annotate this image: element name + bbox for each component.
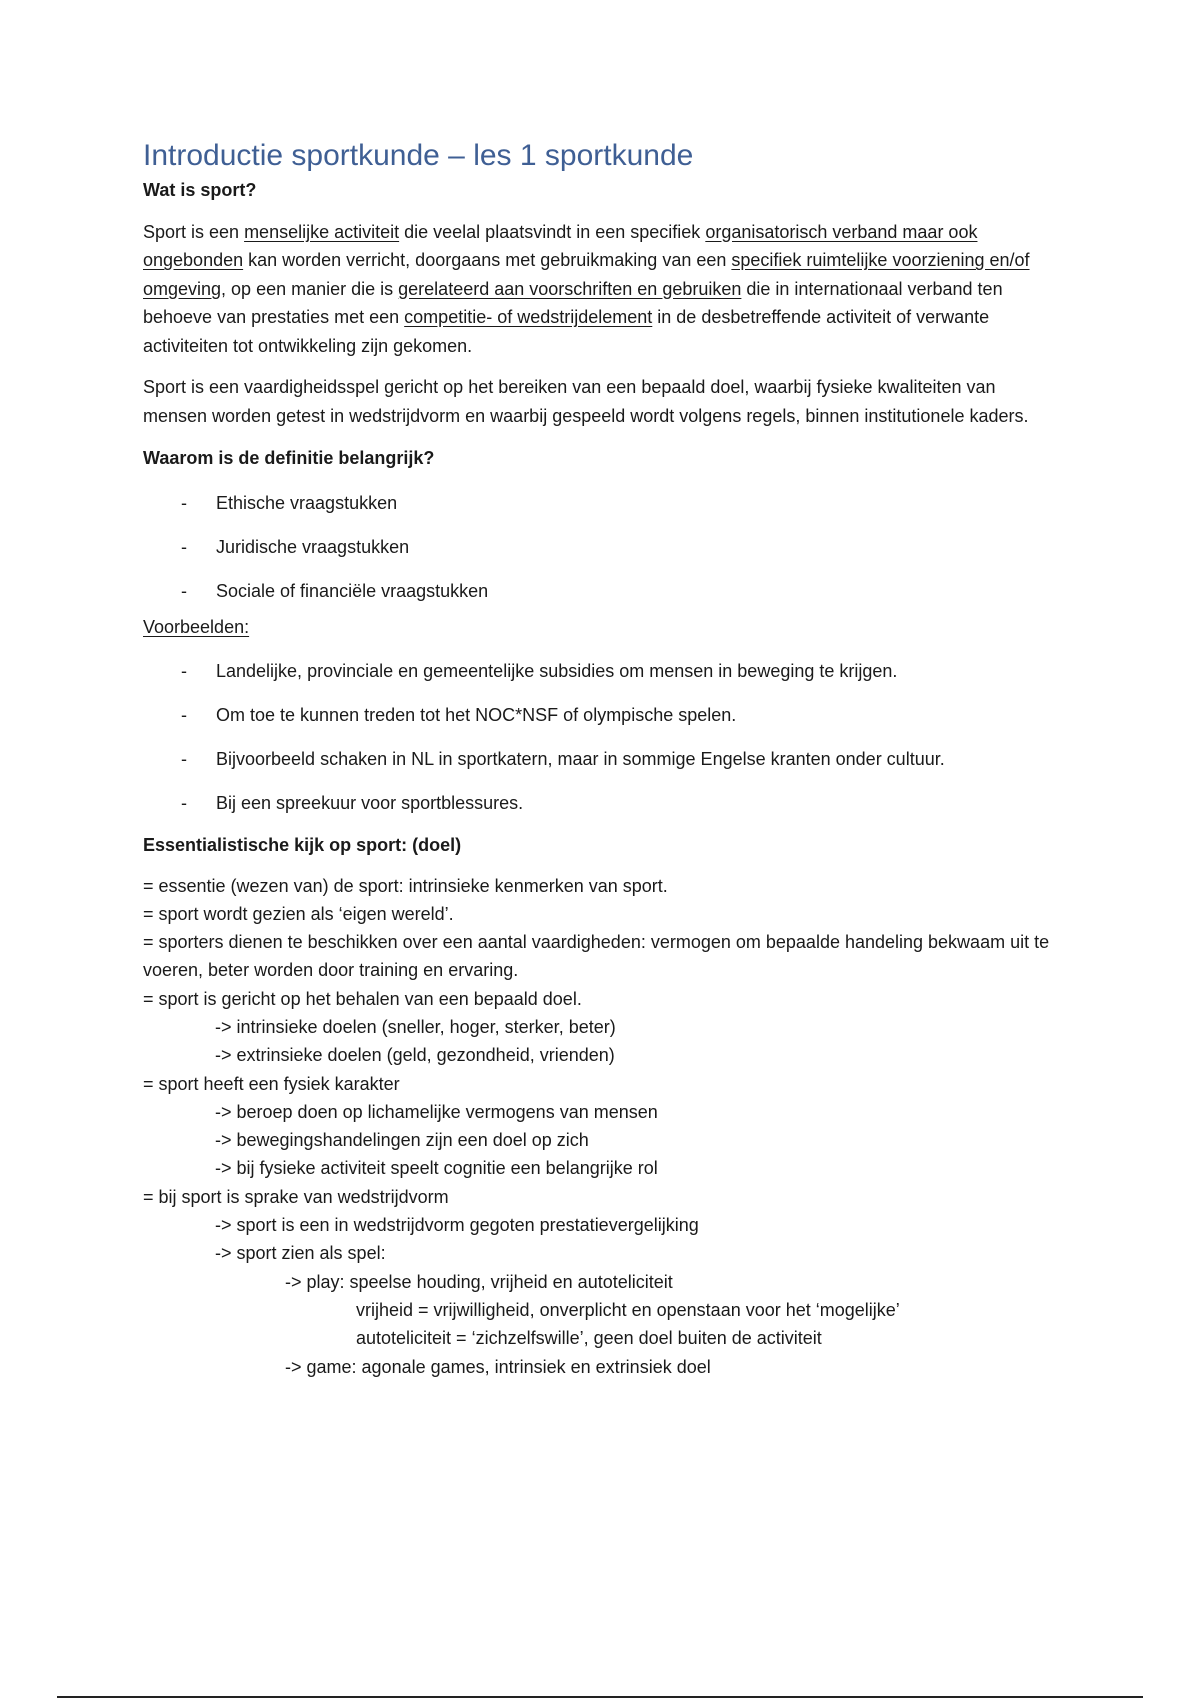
essentialist-list: [143, 872, 1063, 1381]
list-item: - Juridische vraagstukken: [143, 533, 1063, 561]
examples-list: [143, 657, 1063, 817]
ess-subline: -> extrinsieke doelen (geld, gezondheid, vrienden): [215, 1045, 615, 1066]
question-essentialist-view: Essentialistische kijk op sport: (doel): [143, 835, 462, 855]
def1-seg: Sport is een: [143, 221, 245, 242]
def1-underlined-seg: competitie- of wedstrijdelement: [404, 307, 653, 327]
def1-seg: die in internationaal verband ten behoeve van prestaties met een: [143, 278, 1003, 327]
dash-bullet: -: [181, 492, 187, 513]
ess-subline: -> bewegingshandelingen zijn een doel op zich: [215, 1130, 589, 1151]
ess-line: = bij sport is sprake van wedstrijdvorm: [143, 1186, 449, 1207]
def1-seg: die veelal plaatsvindt in een specifiek: [399, 221, 706, 242]
def1-underlined-seg: gerelateerd aan voorschriften en gebruiken: [398, 278, 742, 299]
ess-subline: -> bij fysieke activiteit speelt cognitie een belangrijke rol: [215, 1158, 658, 1179]
ess-detail-line: vrijheid = vrijwilligheid, onverplicht en openstaan voor het ‘mogelijke’: [356, 1299, 900, 1320]
ess-subline: -> sport is een in wedstrijdvorm gegoten prestatievergelijking: [215, 1215, 699, 1236]
question-why-definition: Waarom is de definitie belangrijk?: [143, 448, 435, 468]
list-item: - Om toe te kunnen treden tot het NOC*NSF of olympische spelen.: [143, 701, 1063, 729]
ess-subline: -> beroep doen op lichamelijke vermogens van mensen: [215, 1101, 658, 1122]
ess-detail-line: autoteliciteit = ‘zichzelfswille’, geen doel buiten de activiteit: [356, 1328, 822, 1349]
list-item: - Bij een spreekuur voor sportblessures.: [143, 789, 1063, 817]
dash-bullet: -: [181, 661, 187, 681]
def1-underlined-seg: specifiek ruimtelijke voorziening en/of omgeving: [143, 250, 1030, 299]
examples-label: Voorbeelden:: [143, 616, 250, 637]
list-item: - Sociale of financiële vraagstukken: [143, 577, 1063, 605]
page-bottom-rule: [57, 1696, 1143, 1698]
ess-subline: -> intrinsieke doelen (sneller, hoger, sterker, beter): [215, 1016, 616, 1037]
reasons-list: [143, 489, 1063, 605]
dash-bullet: -: [181, 793, 187, 813]
def1-seg: in de desbetreffende activiteit of verwante activiteiten tot ontwikkeling zijn gekomen.: [143, 307, 990, 356]
dash-bullet: -: [181, 749, 187, 769]
ess-line: = sport is gericht op het behalen van een bepaald doel.: [143, 988, 582, 1009]
ess-line: = sport heeft een fysiek karakter: [143, 1073, 400, 1094]
def1-underlined-seg: organisatorisch verband maar ook ongebonden: [143, 221, 978, 270]
ess-line: = essentie (wezen van) de sport: intrinsieke kenmerken van sport.: [143, 875, 668, 896]
ess-subsubline: -> game: agonale games, intrinsiek en extrinsiek doel: [285, 1356, 711, 1377]
definition-paragraph-2: Sport is een vaardigheidsspel gericht op het bereiken van een bepaald doel, waarbij fysieke kwaliteiten van mensen worden getest in wedstrijdvorm en waarbij gespeeld wordt volgens regels, binnen institutionele kaders.: [143, 377, 1029, 426]
ess-subsubline: -> play: speelse houding, vrijheid en autoteliciteit: [285, 1271, 673, 1292]
ess-subline: -> sport zien als spel:: [215, 1243, 386, 1264]
dash-bullet: -: [181, 580, 187, 601]
list-item: - Bijvoorbeeld schaken in NL in sportkatern, maar in sommige Engelse kranten onder cultuur.: [143, 745, 1063, 773]
definition-paragraph-1: [143, 218, 1063, 361]
list-item: - Ethische vraagstukken: [143, 489, 1063, 517]
document-content: [143, 138, 1063, 1381]
ess-line: = sport wordt gezien als ‘eigen wereld’.: [143, 903, 454, 924]
page-title: Introductie sportkunde – les 1 sportkunde: [143, 139, 694, 172]
ess-line: = sporters dienen te beschikken over een aantal vaardigheden: vermogen om bepaalde handeling bekwaam uit te voeren, beter worden door training en ervaring.: [143, 932, 1050, 981]
def1-seg: , op een manier die is: [221, 278, 399, 299]
def1-seg: kan worden verricht, doorgaans met gebruikmaking van een: [243, 250, 732, 270]
def1-underlined-seg: menselijke activiteit: [244, 221, 400, 242]
question-what-is-sport: Wat is sport?: [143, 180, 257, 200]
dash-bullet: -: [181, 536, 187, 557]
dash-bullet: -: [181, 705, 187, 725]
list-item: - Landelijke, provinciale en gemeentelijke subsidies om mensen in beweging te krijgen.: [143, 657, 1063, 685]
